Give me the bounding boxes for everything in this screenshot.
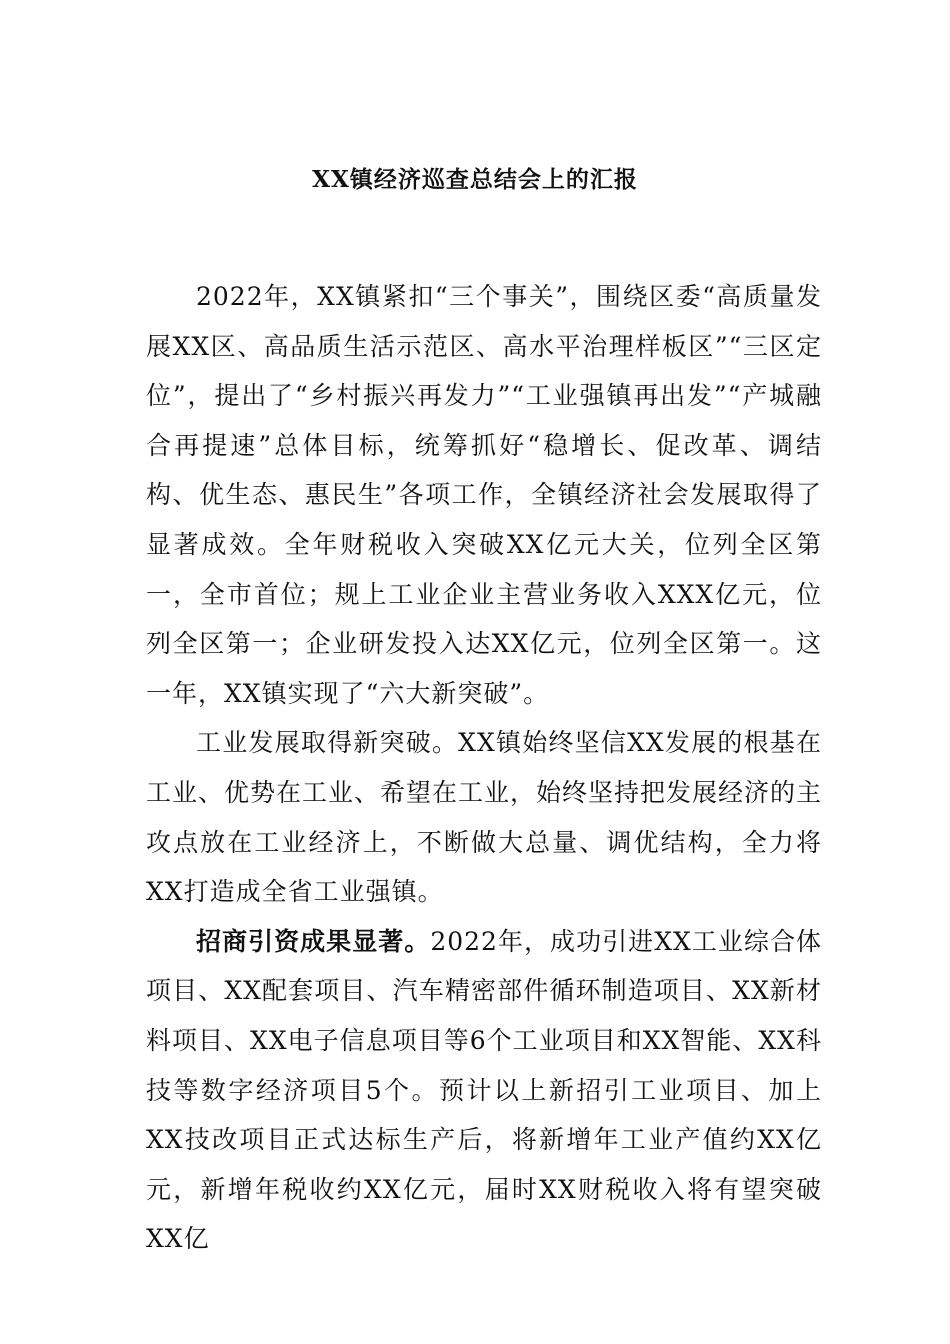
paragraph-investment-heading: 招商引资成果显著。	[196, 926, 431, 956]
paragraph-industry	[146, 718, 822, 916]
paragraph-investment-text: 2022年，成功引进XX工业综合体项目、XX配套项目、汽车精密部件循环制造项目、XX新材料项目、XX电子信息项目等6个工业项目和XX智能、XX科技等数字经济项目5个。预计以上新招引工业项目、加上XX技改项目正式达标生产后，将新增年工业产值约XX亿元，新增年税收约XX亿元，届时XX财税收入将有望突破XX亿	[146, 926, 822, 1254]
paragraph-intro	[146, 272, 822, 718]
paragraph-intro-text: 2022年，XX镇紧扣“三个事关”，围绕区委“高质量发展XX区、高品质生活示范区、高水平治理样板区”“三区定位”，提出了“乡村振兴再发力”“工业强镇再出发”“产城融合再提速”总体目标，统筹抓好“稳增长、促改革、调结构、优生态、惠民生”各项工作，全镇经济社会发展取得了显著成效。全年财税收入突破XX亿元大关，位列全区第一，全市首位；规上工业企业主营业务收入XXX亿元，位列全区第一；企业研发投入达XX亿元，位列全区第一。这一年，XX镇实现了“六大新突破”。	[146, 282, 822, 708]
document-body	[146, 272, 822, 1264]
paragraph-industry-text: 工业发展取得新突破。XX镇始终坚信XX发展的根基在工业、优势在工业、希望在工业，始终坚持把发展经济的主攻点放在工业经济上，不断做大总量、调优结构，全力将XX打造成全省工业强镇。	[146, 728, 823, 907]
document-title: XX镇经济巡查总结会上的汇报	[312, 166, 638, 193]
paragraph-investment	[146, 917, 822, 1264]
